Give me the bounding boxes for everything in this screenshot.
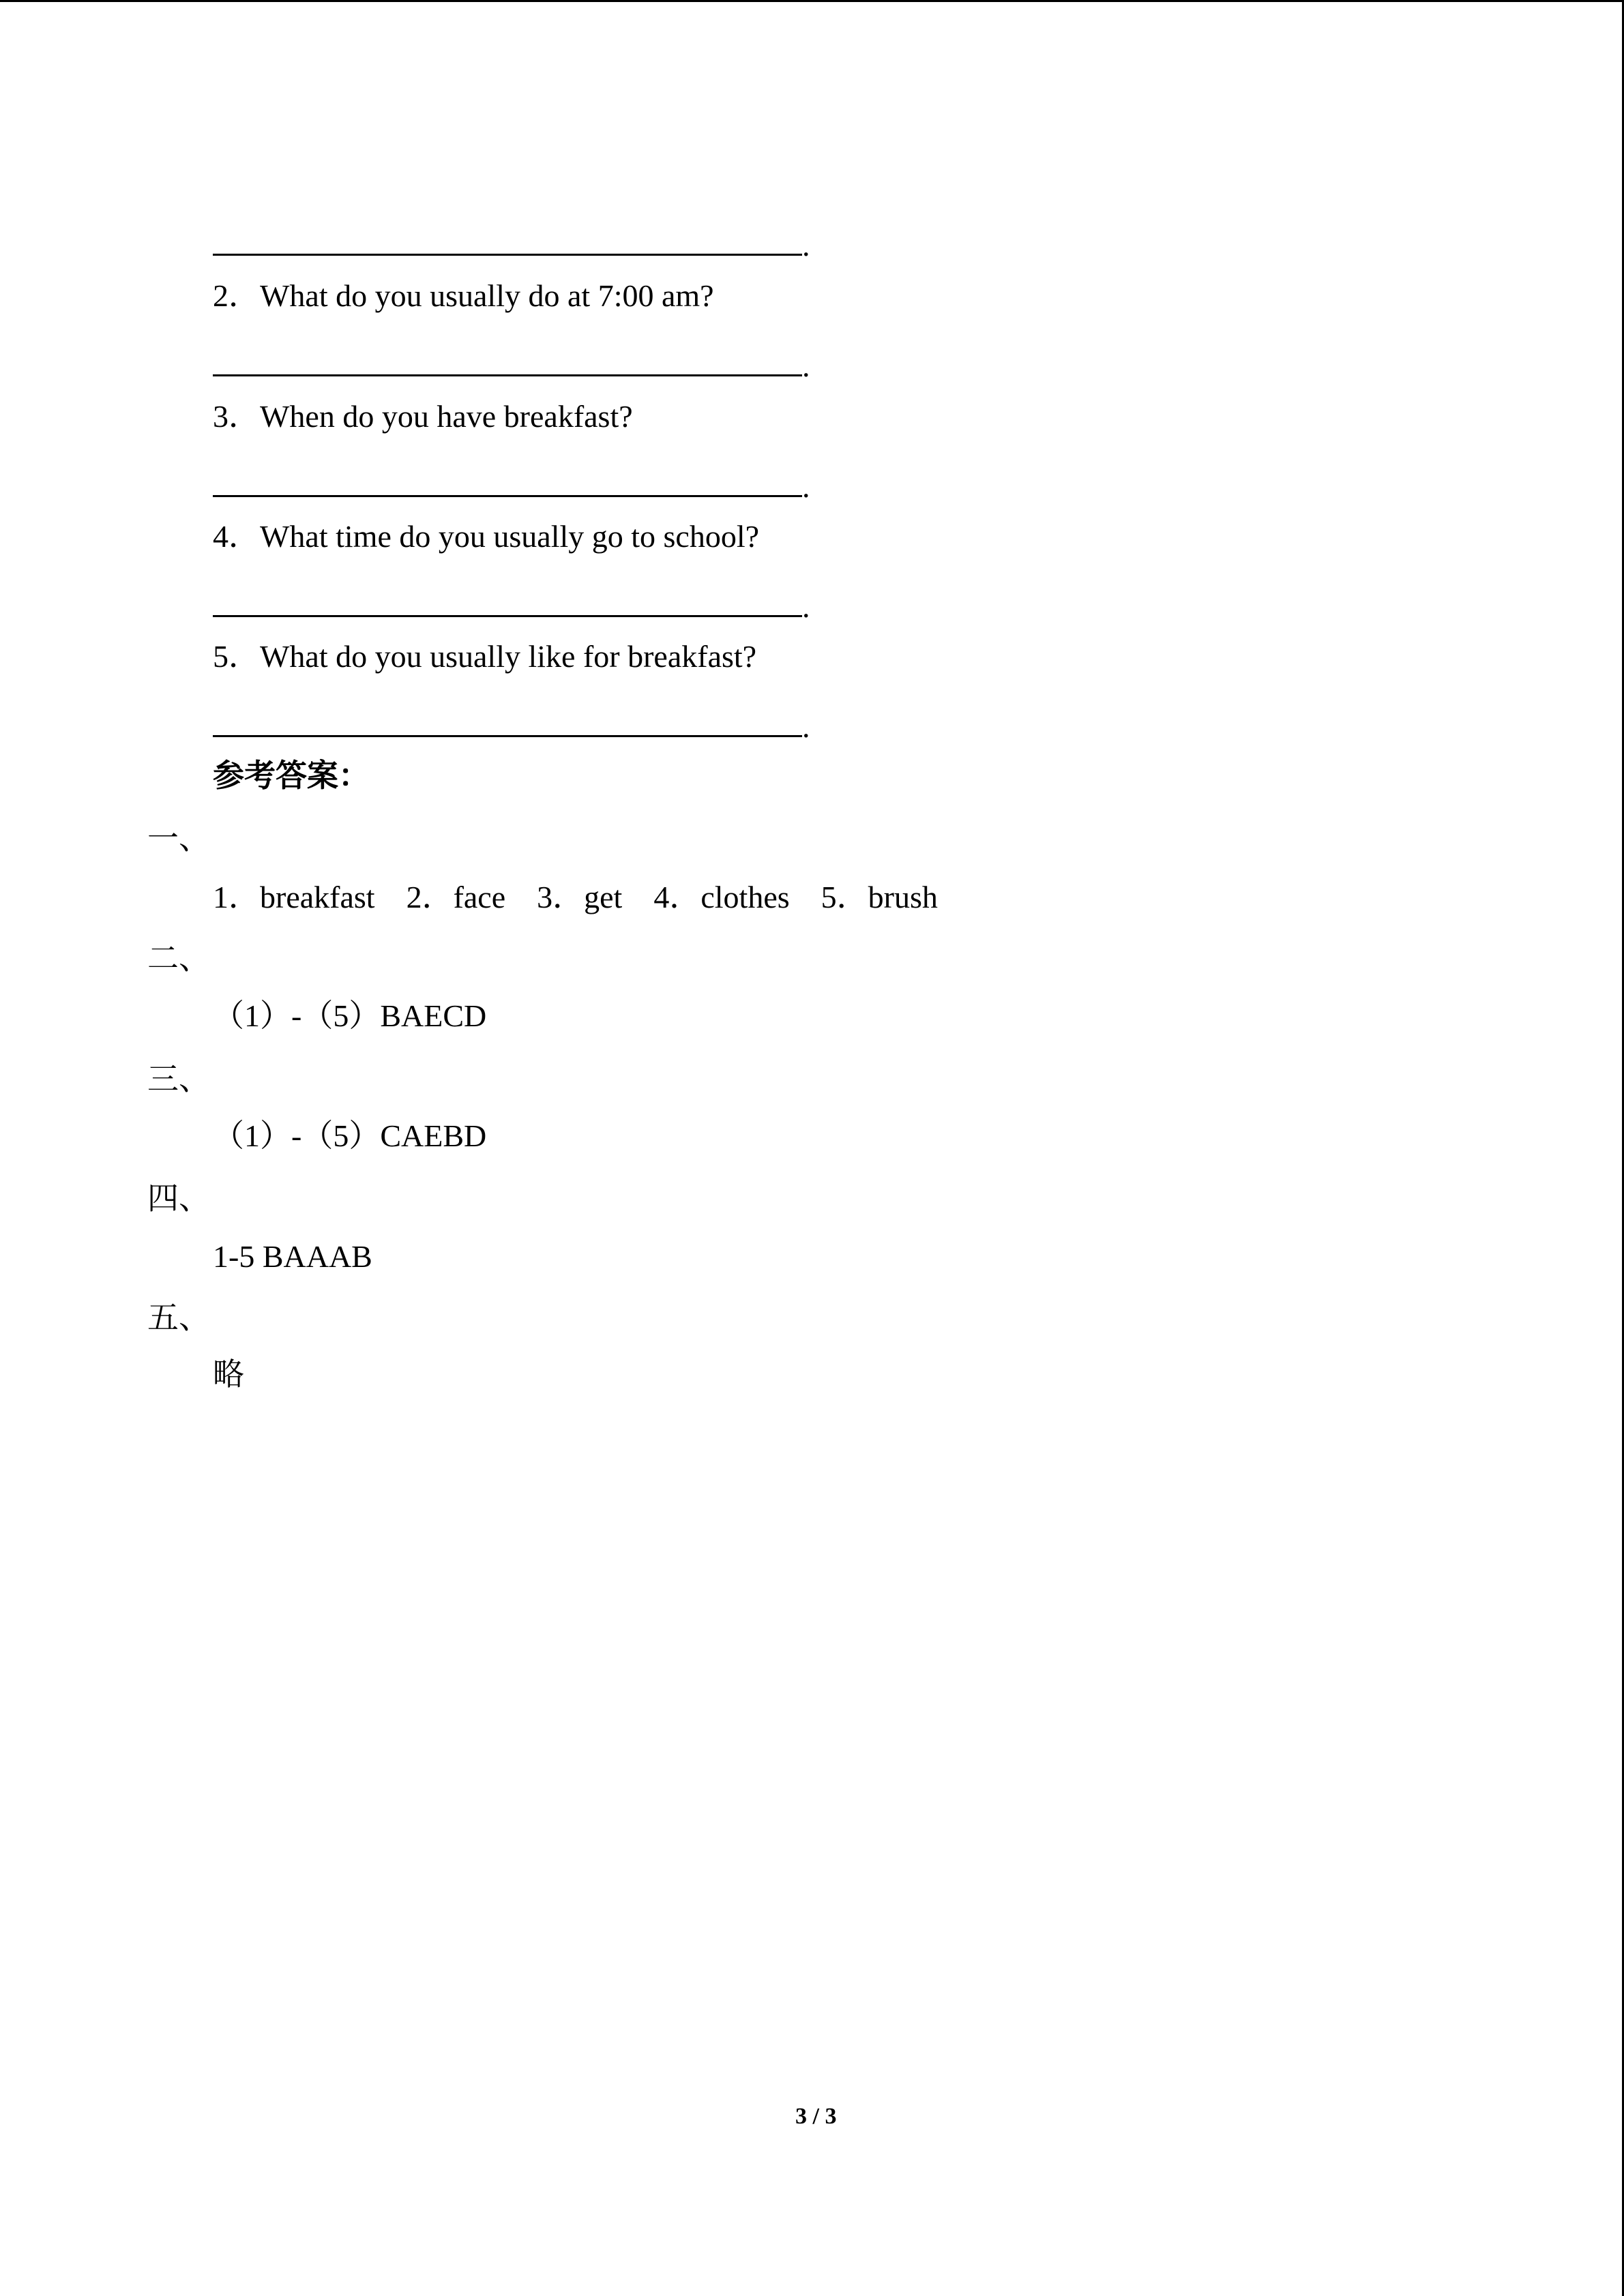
answer-blank-3-period: . <box>802 469 810 504</box>
answer-blank-2[interactable] <box>213 374 802 376</box>
question-3: 3．When do you have breakfast? <box>213 399 633 434</box>
answer-blank-1[interactable] <box>213 254 802 256</box>
section-answer-4: 1-5 BAAAB <box>213 1239 372 1274</box>
section-answer-5: 略 <box>213 1357 244 1392</box>
answer-blank-5[interactable] <box>213 735 802 737</box>
answer-blank-5-period: . <box>802 709 810 744</box>
answer-blank-4-period: . <box>802 589 810 624</box>
question-5: 5．What do you usually like for breakfast? <box>213 639 757 674</box>
answers-heading: 参考答案： <box>213 758 370 793</box>
section-answer-1: 1．breakfast 2．face 3．get 4．clothes 5．brush <box>213 880 938 914</box>
answer-blank-3[interactable] <box>213 495 802 497</box>
answer-blank-2-period: . <box>802 348 810 383</box>
section-answer-2: （1）-（5）BAECD <box>213 998 487 1033</box>
section-answer-3: （1）-（5）CAEBD <box>213 1118 487 1153</box>
question-4: 4．What time do you usually go to school? <box>213 519 760 554</box>
section-label-3: 三、 <box>147 1062 210 1097</box>
answer-blank-1-period: . <box>802 228 810 263</box>
answer-blank-4[interactable] <box>213 615 802 617</box>
page-number: 3 / 3 <box>795 2104 837 2129</box>
section-label-2: 二、 <box>147 941 210 976</box>
section-label-4: 四、 <box>147 1181 210 1216</box>
question-2: 2．What do you usually do at 7:00 am? <box>213 278 714 313</box>
section-label-1: 一、 <box>147 821 210 856</box>
section-label-5: 五、 <box>147 1300 210 1335</box>
